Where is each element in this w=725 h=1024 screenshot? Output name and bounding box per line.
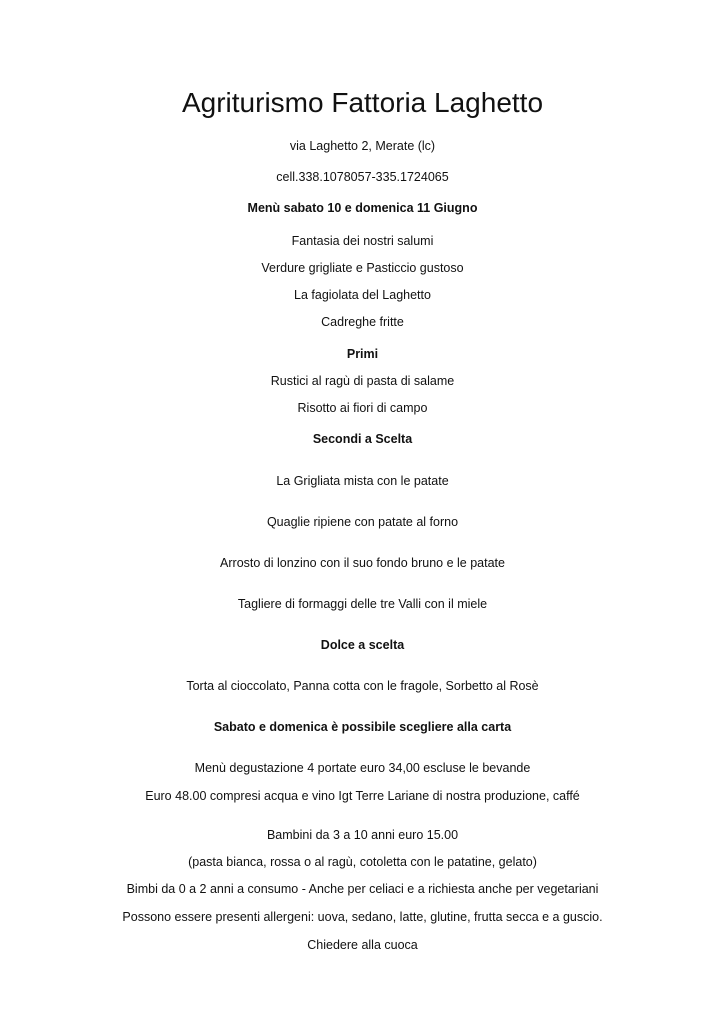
drinks-price: Euro 48.00 compresi acqua e vino Igt Terre Lariane di nostra produzione, caffé	[145, 789, 580, 803]
children-menu: (pasta bianca, rossa o al ragù, cotoletta con le patatine, gelato)	[188, 855, 537, 869]
secondo-item: Quaglie ripiene con patate al forno	[266, 515, 459, 529]
primi-heading: Primi	[346, 347, 379, 361]
address: via Laghetto 2, Merate (lc)	[289, 139, 436, 153]
allergens-note: Possono essere presenti allergeni: uova, sedano, latte, glutine, frutta secca e a guscio.	[122, 910, 603, 924]
antipasto-item: Verdure grigliate e Pasticcio gustoso	[261, 261, 464, 275]
degustazione-price: Menù degustazione 4 portate euro 34,00 escluse le bevande	[194, 761, 531, 775]
antipasto-item: Cadreghe fritte	[321, 315, 404, 329]
phone-numbers: cell.338.1078057-335.1724065	[276, 170, 449, 184]
antipasto-item: La fagiolata del Laghetto	[294, 288, 431, 302]
infants-note: Bimbi da 0 a 2 anni a consumo - Anche per celiaci e a richiesta anche per vegetariani	[126, 882, 599, 896]
primo-item: Rustici al ragù di pasta di salame	[270, 374, 455, 388]
menu-heading: Menù sabato 10 e domenica 11 Giugno	[247, 201, 478, 215]
page-title: Agriturismo Fattoria Laghetto	[181, 87, 544, 118]
primo-item: Risotto ai fiori di campo	[297, 401, 428, 415]
secondo-item: Tagliere di formaggi delle tre Valli con il miele	[237, 597, 488, 611]
carta-heading: Sabato e domenica è possibile scegliere alla carta	[213, 720, 512, 734]
ask-cook-note: Chiedere alla cuoca	[307, 938, 418, 952]
antipasto-item: Fantasia dei nostri salumi	[291, 234, 434, 248]
secondi-heading: Secondi a Scelta	[312, 432, 413, 446]
dolce-heading: Dolce a scelta	[320, 638, 405, 652]
children-price: Bambini da 3 a 10 anni euro 15.00	[266, 828, 459, 842]
dolce-item: Torta al cioccolato, Panna cotta con le fragole, Sorbetto al Rosè	[186, 679, 539, 693]
secondo-item: La Grigliata mista con le patate	[276, 474, 449, 488]
secondo-item: Arrosto di lonzino con il suo fondo bruno e le patate	[220, 556, 505, 570]
